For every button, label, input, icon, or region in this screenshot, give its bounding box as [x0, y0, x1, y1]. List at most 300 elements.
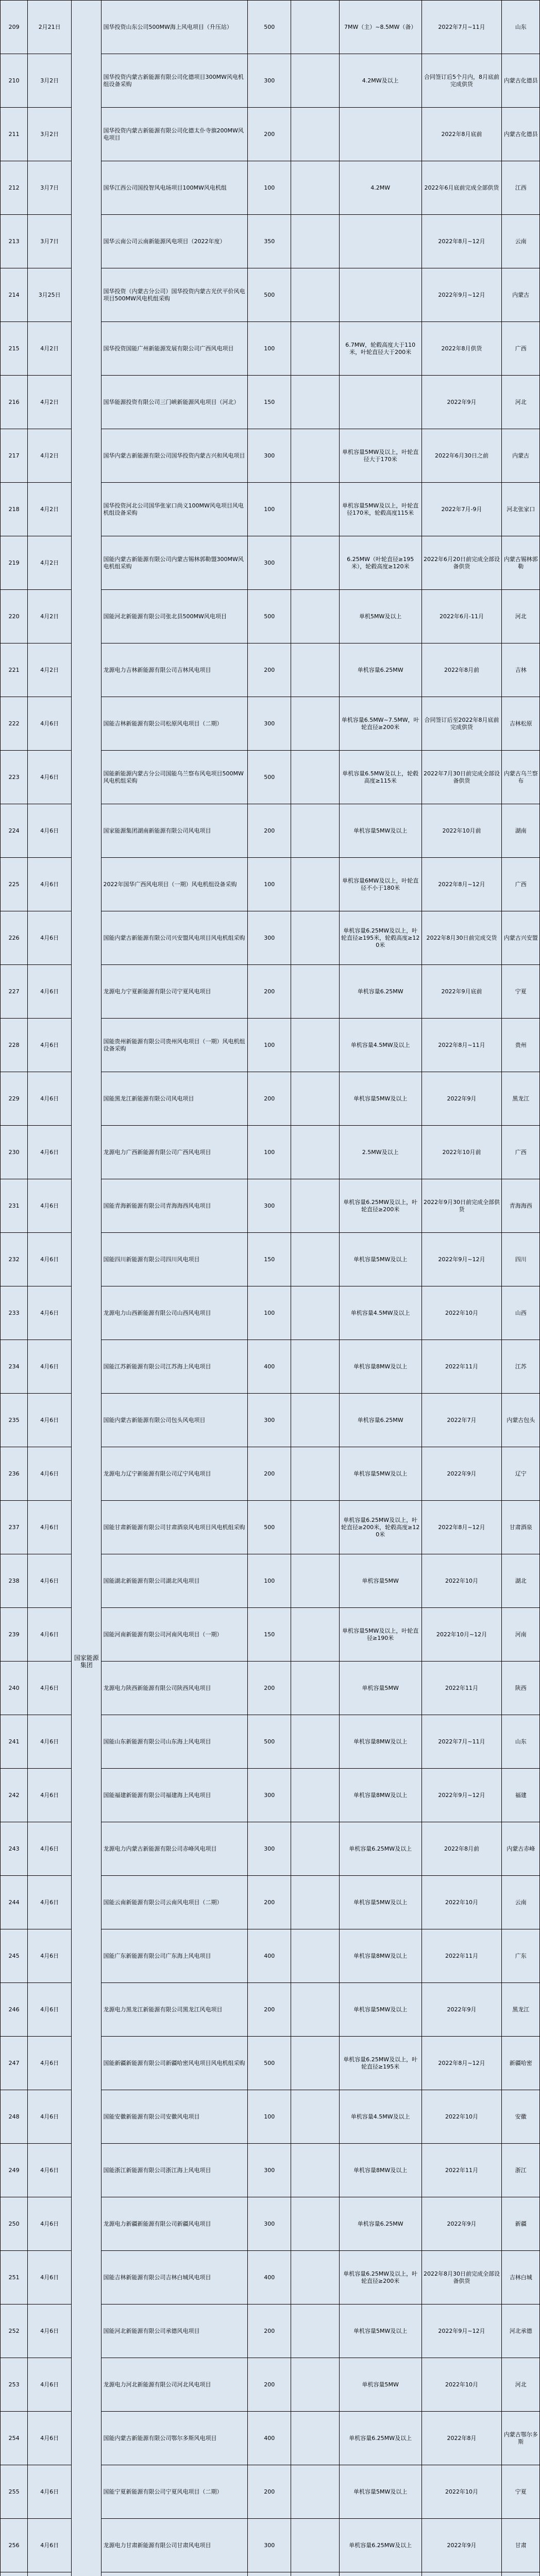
date-cell: 4月6日: [28, 2519, 72, 2572]
delivery-cell: 2022年8月~12月: [421, 1501, 502, 1554]
spec-cell: 单机容量5MW及以上: [339, 1983, 421, 2037]
delivery-cell: 2022年9月~12月: [421, 1233, 502, 1286]
delivery-cell: 2022年11月: [421, 2144, 502, 2197]
delivery-cell: 2022年7月30日前完成全部设备供货: [421, 751, 502, 804]
delivery-cell: 合同签订后至2022年8月底前完成供货: [421, 697, 502, 751]
location-cell: 湖南: [502, 804, 540, 858]
date-cell: 3月2日: [28, 108, 72, 161]
project-cell: 国能青海新能源有限公司青海海西风电项目: [102, 1179, 248, 1233]
row-number: 231: [1, 1179, 28, 1233]
location-cell: 广西: [502, 858, 540, 911]
row-number: 242: [1, 1769, 28, 1822]
note-cell: [291, 2251, 340, 2304]
capacity-cell: 300: [248, 429, 291, 483]
capacity-cell: 150: [248, 376, 291, 429]
location-cell: 河北: [502, 590, 540, 643]
date-cell: 4月6日: [28, 1608, 72, 1662]
location-cell: 宁夏: [502, 2465, 540, 2519]
spec-cell: 单机容量5MW及以上: [339, 1447, 421, 1501]
project-cell: 龙源电力黑龙江新能源有限公司黑龙江风电项目: [102, 1983, 248, 2037]
delivery-cell: 2022年8月供货: [421, 322, 502, 376]
spec-cell: 4.2MW: [339, 161, 421, 215]
note-cell: [291, 697, 340, 751]
location-cell: 甘肃酒泉: [502, 1501, 540, 1554]
note-cell: [291, 1340, 340, 1394]
project-cell: 国能黑龙江新能源有限公司风电项目: [102, 1072, 248, 1126]
row-number: 238: [1, 1554, 28, 1608]
project-cell: 国华投资内蒙古新能源有限公司化德项目300MW风电机组设备采购: [102, 54, 248, 108]
row-number: 218: [1, 483, 28, 536]
spec-cell: 单机容量8MW及以上: [339, 2144, 421, 2197]
row-number: 230: [1, 1126, 28, 1179]
note-cell: [291, 429, 340, 483]
delivery-cell: 2022年9月~12月: [421, 2304, 502, 2358]
project-cell: 龙源电力河北新能源有限公司河北风电项目: [102, 2358, 248, 2412]
location-cell: 内蒙古赤峰: [502, 1822, 540, 1876]
capacity-cell: 300: [248, 1822, 291, 1876]
project-cell: 国能新疆新能源有限公司新疆哈密风电项目风电机组采购: [102, 2037, 248, 2090]
row-number: 241: [1, 1715, 28, 1769]
row-number: 223: [1, 751, 28, 804]
capacity-cell: 350: [248, 215, 291, 268]
spec-cell: 单机容量5MW: [339, 2358, 421, 2412]
date-cell: 4月6日: [28, 911, 72, 965]
spec-cell: 6.25MW（叶轮直径≥195米），轮毂高度≥120米: [339, 536, 421, 590]
capacity-cell: 100: [248, 858, 291, 911]
location-cell: 辽宁: [502, 1447, 540, 1501]
delivery-cell: 合同签订后5个月内，8月底前完成供货: [421, 54, 502, 108]
spec-cell: 7MW（主）~8.5MW（备）: [339, 1, 421, 54]
row-number: 233: [1, 1286, 28, 1340]
capacity-cell: 200: [248, 1876, 291, 1929]
row-number: 256: [1, 2519, 28, 2572]
delivery-cell: 2022年11月: [421, 1929, 502, 1983]
date-cell: 4月6日: [28, 2412, 72, 2465]
spec-cell: 单机容量5MW及以上: [339, 2465, 421, 2519]
capacity-cell: 300: [248, 1769, 291, 1822]
row-number: 253: [1, 2358, 28, 2412]
project-cell: 国能安徽新能源有限公司安徽风电项目: [102, 2090, 248, 2144]
capacity-cell: 200: [248, 1983, 291, 2037]
capacity-cell: 100: [248, 2090, 291, 2144]
delivery-cell: 2022年10月前: [421, 1126, 502, 1179]
date-cell: 3月2日: [28, 54, 72, 108]
spec-cell: 单机容量4.5MW及以上: [339, 1019, 421, 1072]
date-cell: [28, 2572, 72, 2576]
date-cell: 4月6日: [28, 1769, 72, 1822]
location-cell: 湖北: [502, 1554, 540, 1608]
date-cell: 4月6日: [28, 2304, 72, 2358]
spec-cell: 6.7MW，轮毂高度大于110米，叶轮直径大于200米: [339, 322, 421, 376]
date-cell: 4月6日: [28, 1072, 72, 1126]
note-cell: [291, 2037, 340, 2090]
location-cell: 黑龙江: [502, 1983, 540, 2037]
location-cell: 安徽: [502, 2090, 540, 2144]
project-cell: 国华投资（内蒙古分公司）国华投资内蒙古光伏平价风电项目500MW风电机组采购: [102, 268, 248, 322]
note-cell: [291, 1019, 340, 1072]
date-cell: 4月2日: [28, 376, 72, 429]
note-cell: [291, 1286, 340, 1340]
note-cell: [291, 1447, 340, 1501]
project-cell: 国华内蒙古新能源有限公司国华投资内蒙古兴和风电项目: [102, 429, 248, 483]
date-cell: 4月6日: [28, 1286, 72, 1340]
table-row: [1, 1, 540, 54]
row-number: 250: [1, 2197, 28, 2251]
note-cell: [291, 643, 340, 697]
date-cell: 4月6日: [28, 1822, 72, 1876]
delivery-cell: 2022年8月~11月: [421, 1019, 502, 1072]
note-cell: [291, 2090, 340, 2144]
project-cell: [102, 2572, 248, 2576]
date-cell: 4月6日: [28, 965, 72, 1019]
row-number: 249: [1, 2144, 28, 2197]
note-cell: [291, 1126, 340, 1179]
capacity-cell: 200: [248, 108, 291, 161]
date-cell: 4月6日: [28, 1554, 72, 1608]
delivery-cell: 2022年8月前: [421, 1822, 502, 1876]
note-cell: [291, 804, 340, 858]
note-cell: [291, 322, 340, 376]
date-cell: 3月25日: [28, 268, 72, 322]
note-cell: [291, 1983, 340, 2037]
capacity-cell: 300: [248, 911, 291, 965]
capacity-cell: 300: [248, 1179, 291, 1233]
capacity-cell: 200: [248, 965, 291, 1019]
location-cell: 新疆哈密: [502, 2037, 540, 2090]
capacity-cell: 300: [248, 1394, 291, 1447]
capacity-cell: 500: [248, 2037, 291, 2090]
project-cell: 国能内蒙古新能源有限公司包头风电项目: [102, 1394, 248, 1447]
delivery-cell: 2022年7月: [421, 1394, 502, 1447]
note-cell: [291, 2144, 340, 2197]
row-number: 251: [1, 2251, 28, 2304]
location-cell: 云南: [502, 1876, 540, 1929]
project-cell: 国能贵州新能源有限公司贵州风电项目（一期）风电机组设备采购: [102, 1019, 248, 1072]
spec-cell: 单机容量6.25MW: [339, 1394, 421, 1447]
project-cell: 国能河北新能源有限公司承德风电项目: [102, 2304, 248, 2358]
location-cell: 山东: [502, 1, 540, 54]
spec-cell: [339, 268, 421, 322]
delivery-cell: 2022年9月: [421, 1072, 502, 1126]
row-number: 229: [1, 1072, 28, 1126]
date-cell: 4月6日: [28, 1715, 72, 1769]
delivery-cell: 2022年9月~12月: [421, 1769, 502, 1822]
note-cell: [291, 1662, 340, 1715]
note-cell: [291, 1501, 340, 1554]
spec-cell: 单机容量6.25MW及以上: [339, 1822, 421, 1876]
note-cell: [291, 2519, 340, 2572]
note-cell: [291, 215, 340, 268]
row-number: 247: [1, 2037, 28, 2090]
date-cell: 4月2日: [28, 483, 72, 536]
location-cell: 内蒙古: [502, 429, 540, 483]
spec-cell: 单机容量5MW及以上: [339, 2304, 421, 2358]
row-number: 235: [1, 1394, 28, 1447]
location-cell: 内蒙古兴安盟: [502, 911, 540, 965]
spec-cell: 单机5MW及以上: [339, 590, 421, 643]
project-cell: 国能新能源内蒙古分公司国能乌兰察布风电项目500MW风电机组采购: [102, 751, 248, 804]
date-cell: 3月7日: [28, 215, 72, 268]
note-cell: [291, 483, 340, 536]
spec-cell: 单机容量5MW及以上，叶轮直径≥190米: [339, 1608, 421, 1662]
spec-cell: 单机容量6.25MW及以上，叶轮直径≥200米，轮毂高度≥120米: [339, 1501, 421, 1554]
spec-cell: 2.5MW及以上: [339, 1126, 421, 1179]
delivery-cell: 2022年8月~12月: [421, 215, 502, 268]
location-cell: 宁夏: [502, 965, 540, 1019]
capacity-cell: 500: [248, 1501, 291, 1554]
location-cell: 福建: [502, 1769, 540, 1822]
location-cell: 吉林: [502, 643, 540, 697]
note-cell: [291, 2304, 340, 2358]
capacity-cell: 500: [248, 751, 291, 804]
delivery-cell: 2022年8月: [421, 2412, 502, 2465]
row-number: 239: [1, 1608, 28, 1662]
location-cell: 云南: [502, 215, 540, 268]
date-cell: 4月6日: [28, 1126, 72, 1179]
date-cell: 4月6日: [28, 1179, 72, 1233]
delivery-cell: 2022年8月前: [421, 643, 502, 697]
project-cell: 国能吉林新能源有限公司吉林白城风电项目: [102, 2251, 248, 2304]
delivery-cell: 2022年10月前: [421, 804, 502, 858]
note-cell: [291, 751, 340, 804]
location-cell: 吉林白城: [502, 2251, 540, 2304]
row-number: 236: [1, 1447, 28, 1501]
note-cell: [291, 1, 340, 54]
location-cell: 青海海西: [502, 1179, 540, 1233]
spec-cell: 单机容量8MW及以上: [339, 1769, 421, 1822]
capacity-cell: [248, 2572, 291, 2576]
capacity-cell: 200: [248, 2304, 291, 2358]
spec-cell: 单机容量8MW及以上: [339, 1715, 421, 1769]
delivery-cell: 2022年7月-9月: [421, 483, 502, 536]
spec-cell: 单机容量6.25MW及以上: [339, 2519, 421, 2572]
delivery-cell: 2022年10月: [421, 2090, 502, 2144]
spec-cell: 单机容量6.25MW及以上，叶轮直径≥195米，轮毂高度≥120米: [339, 911, 421, 965]
spec-cell: 单机容量6.5MW及以上，轮毂高度≥115米: [339, 751, 421, 804]
date-cell: 4月6日: [28, 2197, 72, 2251]
project-cell: 国能广东新能源有限公司广东海上风电项目: [102, 1929, 248, 1983]
capacity-cell: 500: [248, 1715, 291, 1769]
capacity-cell: 400: [248, 2251, 291, 2304]
spec-cell: 单机容量5MW及以上: [339, 1233, 421, 1286]
note-cell: [291, 54, 340, 108]
project-cell: 国华投资内蒙古新能源有限公司化德太仆寺旗200MW风电项目: [102, 108, 248, 161]
date-cell: 4月2日: [28, 643, 72, 697]
project-cell: 国能河南新能源有限公司河南风电项目（一期）: [102, 1608, 248, 1662]
delivery-cell: [421, 2572, 502, 2576]
spec-cell: 单机容量5MW: [339, 1662, 421, 1715]
capacity-cell: 200: [248, 1662, 291, 1715]
spec-cell: 单机容量5MW: [339, 1554, 421, 1608]
delivery-cell: 2022年8月底前: [421, 108, 502, 161]
delivery-cell: 2022年6月30日之前: [421, 429, 502, 483]
delivery-cell: 2022年9月: [421, 2197, 502, 2251]
delivery-cell: 2022年10月: [421, 2358, 502, 2412]
capacity-cell: 150: [248, 1608, 291, 1662]
date-cell: 4月6日: [28, 858, 72, 911]
note-cell: [291, 1715, 340, 1769]
note-cell: [291, 2412, 340, 2465]
date-cell: 4月6日: [28, 1662, 72, 1715]
location-cell: 内蒙古包头: [502, 1394, 540, 1447]
capacity-cell: 100: [248, 1126, 291, 1179]
spec-cell: [339, 2572, 421, 2576]
note-cell: [291, 2197, 340, 2251]
row-number: 214: [1, 268, 28, 322]
capacity-cell: 400: [248, 1929, 291, 1983]
date-cell: 4月6日: [28, 1019, 72, 1072]
spec-cell: 单机容量8MW及以上: [339, 1929, 421, 1983]
date-cell: 4月6日: [28, 1929, 72, 1983]
capacity-cell: 100: [248, 161, 291, 215]
location-cell: [502, 2572, 540, 2576]
project-cell: 国能浙江新能源有限公司浙江海上风电项目: [102, 2144, 248, 2197]
delivery-cell: 2022年11月: [421, 1340, 502, 1394]
location-cell: 江西: [502, 161, 540, 215]
date-cell: 4月6日: [28, 1233, 72, 1286]
row-number: 217: [1, 429, 28, 483]
note-cell: [291, 1822, 340, 1876]
spec-cell: 单机容量6.25MW: [339, 2197, 421, 2251]
location-cell: 河南: [502, 1608, 540, 1662]
row-number: 215: [1, 322, 28, 376]
note-cell: [291, 590, 340, 643]
project-cell: 国能四川新能源有限公司四川风电项目: [102, 1233, 248, 1286]
project-cell: 国华江西公司国投智风电场项目100MW风电机组: [102, 161, 248, 215]
note-cell: [291, 1179, 340, 1233]
project-cell: 国能内蒙古新能源有限公司兴安盟风电项目风电机组采购: [102, 911, 248, 965]
location-cell: 内蒙古化德县: [502, 108, 540, 161]
location-cell: 新疆: [502, 2197, 540, 2251]
note-cell: [291, 1394, 340, 1447]
capacity-cell: 500: [248, 1, 291, 54]
spec-cell: 单机容量6.25MW及以上: [339, 2412, 421, 2465]
delivery-cell: 2022年7月~11月: [421, 1715, 502, 1769]
spec-cell: 单机容量6.25MW及以上，叶轮直径≥195米: [339, 2037, 421, 2090]
capacity-cell: 200: [248, 804, 291, 858]
date-cell: 4月6日: [28, 1340, 72, 1394]
note-cell: [291, 858, 340, 911]
capacity-cell: 100: [248, 1286, 291, 1340]
capacity-cell: 300: [248, 697, 291, 751]
row-number: 220: [1, 590, 28, 643]
location-cell: 内蒙古乌兰察布: [502, 751, 540, 804]
capacity-cell: 300: [248, 54, 291, 108]
location-cell: 山西: [502, 1286, 540, 1340]
note-cell: [291, 1554, 340, 1608]
group-cell: 国家能源集团: [72, 1, 102, 2576]
date-cell: 4月6日: [28, 1394, 72, 1447]
row-number: 228: [1, 1019, 28, 1072]
row-number: 222: [1, 697, 28, 751]
date-cell: 4月6日: [28, 2144, 72, 2197]
row-number: 213: [1, 215, 28, 268]
note-cell: [291, 161, 340, 215]
date-cell: 4月2日: [28, 536, 72, 590]
capacity-cell: 200: [248, 2358, 291, 2412]
capacity-cell: 100: [248, 483, 291, 536]
delivery-cell: 2022年10月: [421, 1876, 502, 1929]
spec-cell: 单机容量4.5MW及以上: [339, 1286, 421, 1340]
project-cell: 国能甘肃新能源有限公司甘肃酒泉风电项目风电机组采购: [102, 1501, 248, 1554]
project-cell: 2022年国华广西风电项目（一期）风电机组设备采购: [102, 858, 248, 911]
location-cell: 河北承德: [502, 2304, 540, 2358]
project-cell: 龙源电力吉林新能源有限公司吉林风电项目: [102, 643, 248, 697]
delivery-cell: 2022年8月30日前完成全部设备供货: [421, 2251, 502, 2304]
note-cell: [291, 1876, 340, 1929]
project-cell: 国能宁夏新能源有限公司宁夏风电项目（二期）: [102, 2465, 248, 2519]
project-cell: 国能山东新能源有限公司山东海上风电项目: [102, 1715, 248, 1769]
delivery-cell: 2022年8月~12月: [421, 858, 502, 911]
row-number: 216: [1, 376, 28, 429]
capacity-cell: 300: [248, 536, 291, 590]
note-cell: [291, 2465, 340, 2519]
spec-cell: 单机容量5MW及以上: [339, 1876, 421, 1929]
note-cell: [291, 2572, 340, 2576]
location-cell: 山东: [502, 1715, 540, 1769]
delivery-cell: 2022年9月: [421, 2519, 502, 2572]
row-number: 211: [1, 108, 28, 161]
delivery-cell: 2022年9月~12月: [421, 268, 502, 322]
row-number: 209: [1, 1, 28, 54]
spec-cell: 单机容量8MW及以上: [339, 1340, 421, 1394]
project-cell: 国华投资河北公司国华张家口尚义100MW风电项目风电机组设备采购: [102, 483, 248, 536]
row-number: 227: [1, 965, 28, 1019]
row-number: 234: [1, 1340, 28, 1394]
location-cell: 甘肃: [502, 2519, 540, 2572]
project-cell: 龙源电力山西新能源有限公司山西风电项目: [102, 1286, 248, 1340]
project-cell: 龙源电力陕西新能源有限公司陕西风电项目: [102, 1662, 248, 1715]
spec-cell: 4.2MW及以上: [339, 54, 421, 108]
project-cell: 国能内蒙古新能源有限公司鄂尔多斯风电项目: [102, 2412, 248, 2465]
project-cell: 龙源电力辽宁新能源有限公司辽宁风电项目: [102, 1447, 248, 1501]
delivery-cell: 2022年6月-11月: [421, 590, 502, 643]
row-number: [1, 2572, 28, 2576]
row-number: 243: [1, 1822, 28, 1876]
spec-cell: 单机容量5MW及以上: [339, 804, 421, 858]
capacity-cell: 200: [248, 1072, 291, 1126]
note-cell: [291, 2358, 340, 2412]
row-number: 226: [1, 911, 28, 965]
row-number: 237: [1, 1501, 28, 1554]
spec-cell: 单机容量6MW及以上，叶轮直径不小于180米: [339, 858, 421, 911]
note-cell: [291, 376, 340, 429]
spec-cell: 单机容量5MW及以上，叶轮直径大于170米: [339, 429, 421, 483]
delivery-cell: 2022年11月: [421, 1662, 502, 1715]
location-cell: 陕西: [502, 1662, 540, 1715]
delivery-cell: 2022年8月~12月: [421, 2037, 502, 2090]
project-cell: 国能云南新能源有限公司云南风电项目（二期）: [102, 1876, 248, 1929]
delivery-cell: 2022年8月30日前完成交货: [421, 911, 502, 965]
project-cell: 国能内蒙古新能源有限公司内蒙古锡林郭勒盟300MW风电机组采购: [102, 536, 248, 590]
row-number: 252: [1, 2304, 28, 2358]
date-cell: 4月6日: [28, 2465, 72, 2519]
note-cell: [291, 965, 340, 1019]
note-cell: [291, 1608, 340, 1662]
row-number: 248: [1, 2090, 28, 2144]
date-cell: 4月6日: [28, 1876, 72, 1929]
location-cell: 广西: [502, 322, 540, 376]
capacity-cell: 400: [248, 1340, 291, 1394]
delivery-cell: 2022年9月: [421, 1983, 502, 2037]
note-cell: [291, 911, 340, 965]
date-cell: 4月6日: [28, 1447, 72, 1501]
capacity-cell: 300: [248, 2144, 291, 2197]
delivery-cell: 2022年9月30日前完成全部供货: [421, 1179, 502, 1233]
date-cell: 4月6日: [28, 697, 72, 751]
note-cell: [291, 1233, 340, 1286]
project-cell: 国能湖北新能源有限公司湖北风电项目: [102, 1554, 248, 1608]
